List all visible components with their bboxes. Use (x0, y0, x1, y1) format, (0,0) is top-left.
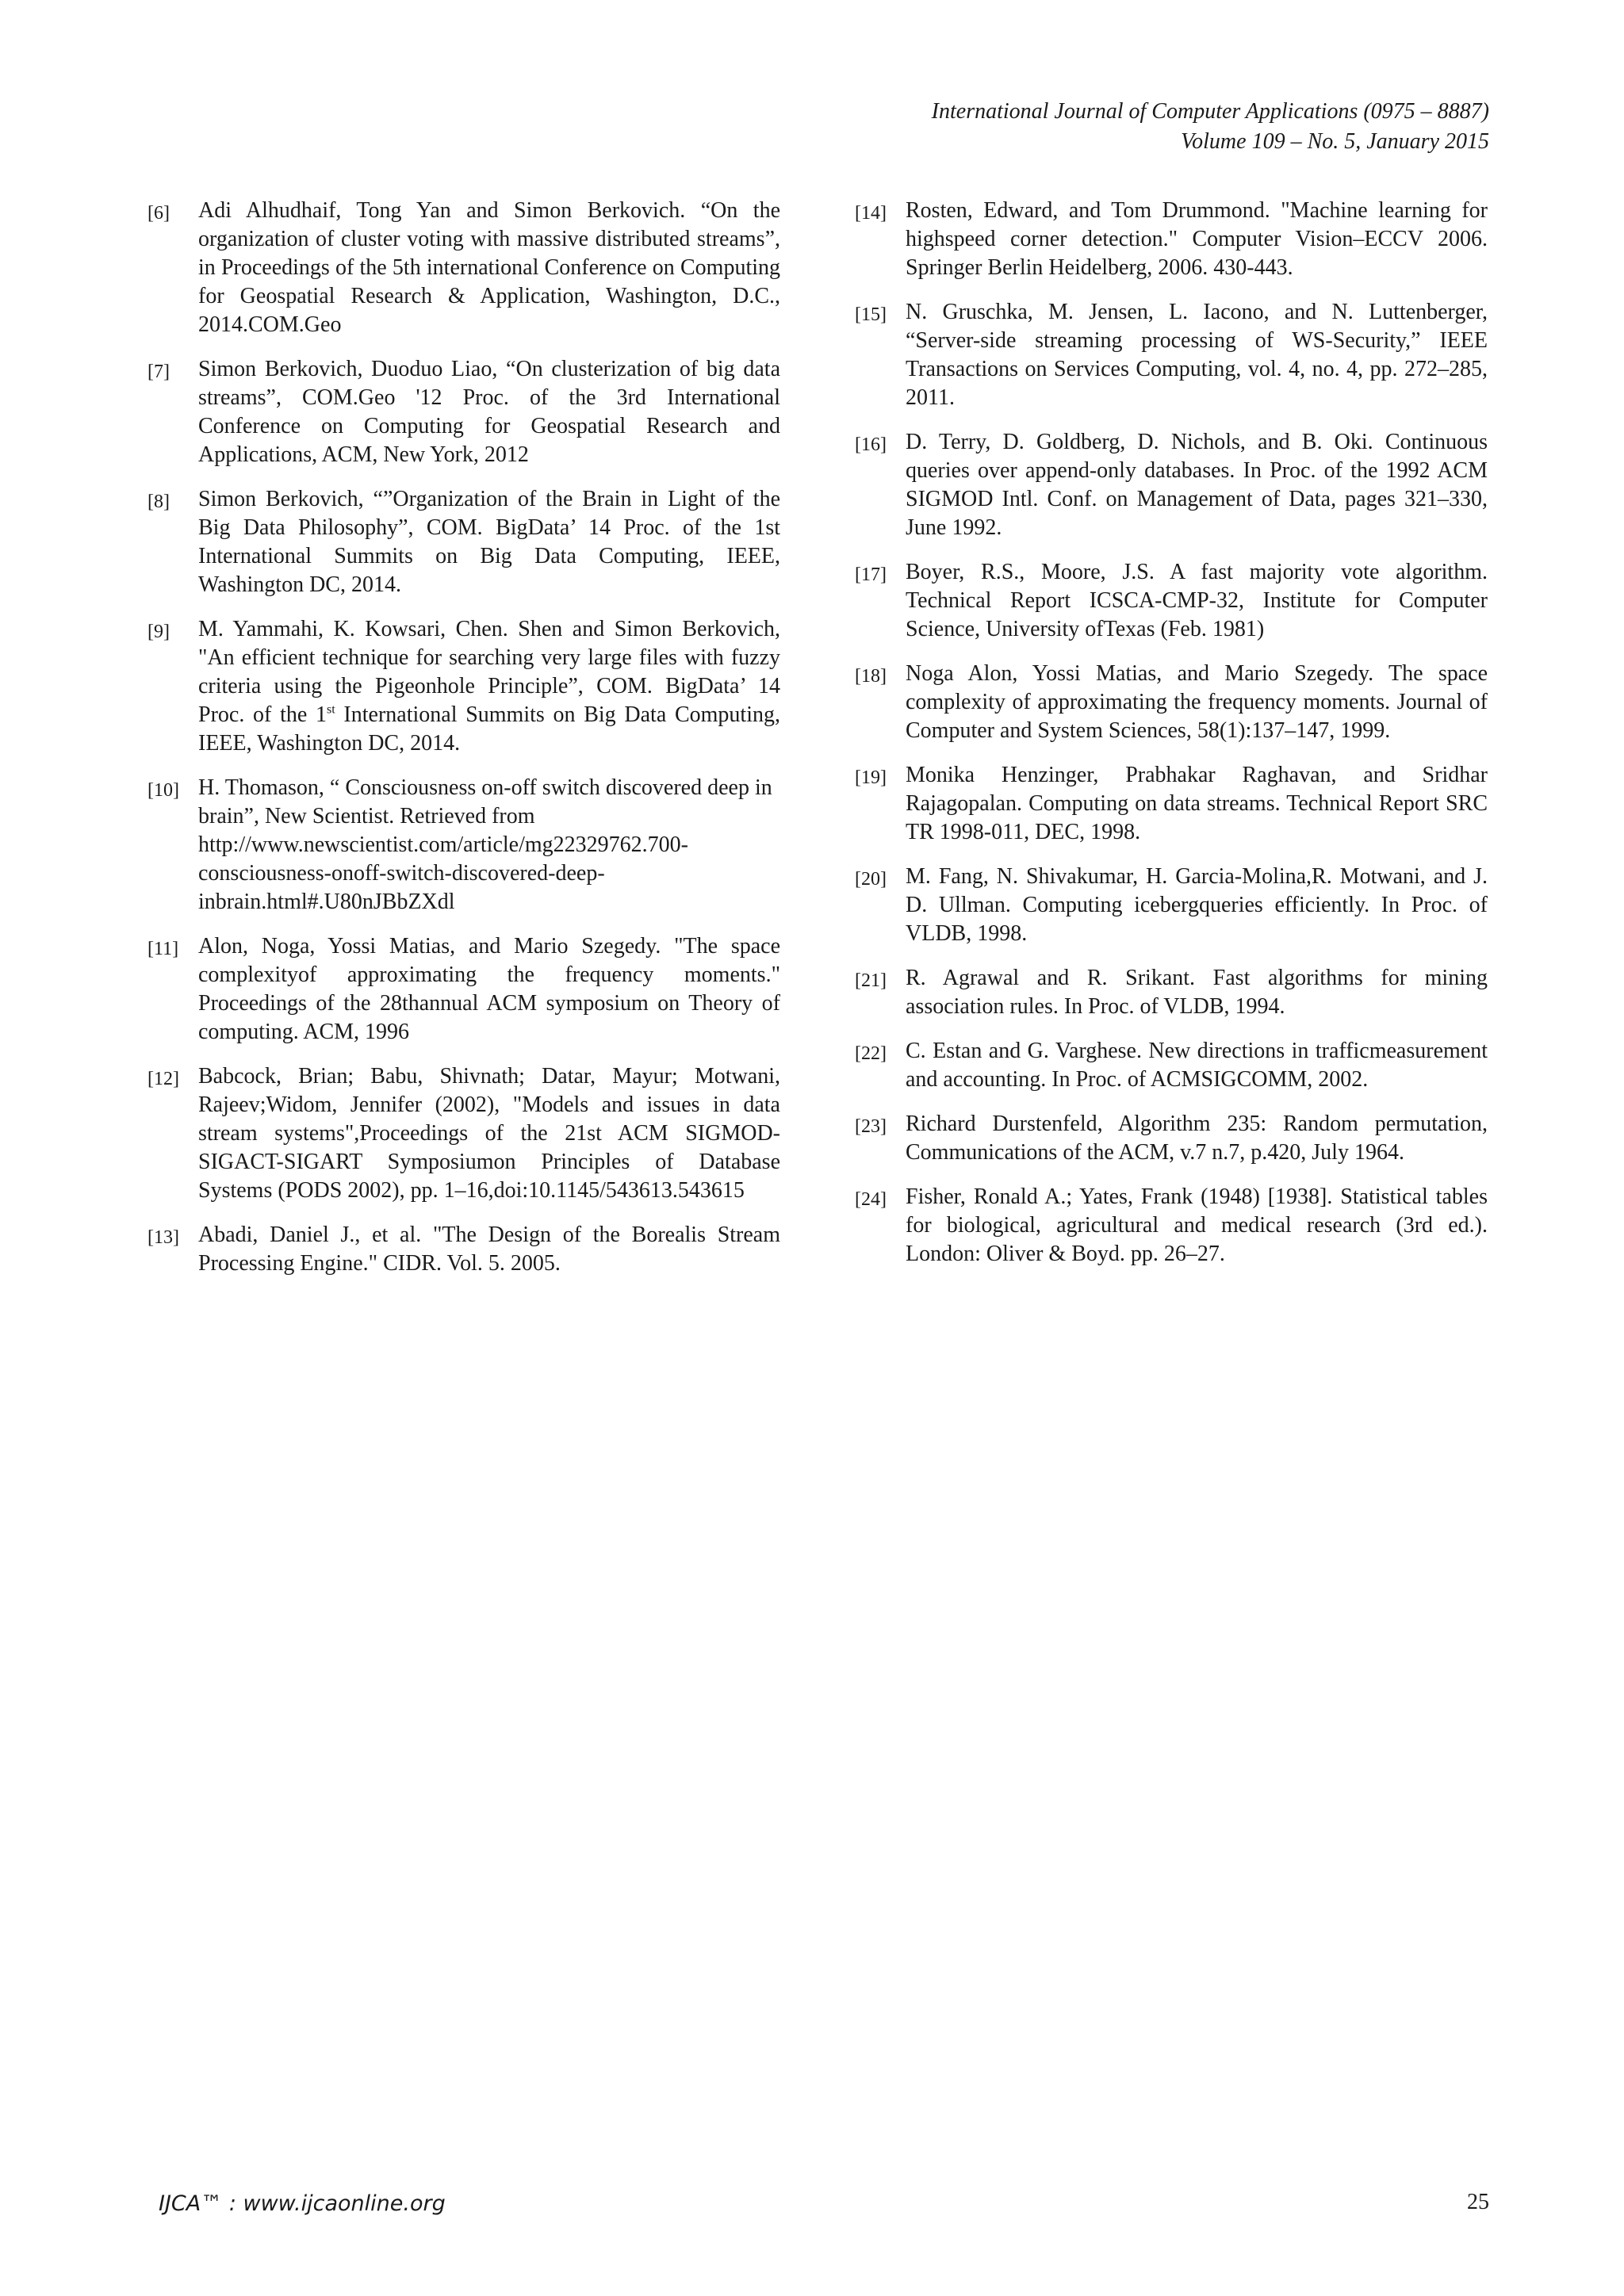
reference-number: [16] (855, 434, 887, 455)
reference-item (147, 774, 780, 916)
reference-text: Fisher, Ronald A.; Yates, Frank (1948) [1938]. Statistical tables for biological, agricultural and medical research (3rd ed.). London: Oliver & Boyd. pp. 26–27. (906, 1184, 1488, 1266)
reference-number: [8] (147, 492, 170, 512)
reference-text: Simon Berkovich, Duoduo Liao, “On clusterization of big data streams”, COM.Geo '12 Proc. of the 3rd International Conference on Computing for Geospatial Research and Applications, ACM, New York, 2012 (198, 357, 780, 467)
page-number: 25 (1467, 2190, 1489, 2214)
reference-text: Noga Alon, Yossi Matias, and Mario Szegedy. The space complexity of approximating the frequency moments. Journal of Computer and System Sciences, 58(1):137–147, 1999. (906, 661, 1488, 743)
reference-text: R. Agrawal and R. Srikant. Fast algorithms for mining association rules. In Proc. of VLDB, 1994. (906, 966, 1488, 1019)
reference-item (147, 1062, 780, 1205)
reference-item (855, 660, 1488, 745)
reference-item (855, 558, 1488, 644)
reference-number: [19] (855, 767, 887, 788)
reference-item (855, 298, 1488, 412)
reference-item (855, 1183, 1488, 1269)
reference-number: [10] (147, 780, 179, 801)
reference-text: Boyer, R.S., Moore, J.S. A fast majority vote algorithm. Technical Report ICSCA-CMP-32, Institute for Computer Science, University ofTexas (Feb. 1981) (906, 560, 1488, 641)
reference-item (147, 1221, 780, 1278)
reference-number: [20] (855, 869, 887, 890)
reference-number: [9] (147, 622, 170, 642)
reference-number: [13] (147, 1227, 179, 1248)
reference-item (147, 485, 780, 599)
reference-item (855, 863, 1488, 948)
reference-number: [22] (855, 1043, 887, 1064)
reference-item (147, 197, 780, 339)
references-left-column (147, 197, 780, 1294)
reference-text: Babcock, Brian; Babu, Shivnath; Datar, Mayur; Motwani, Rajeev;Widom, Jennifer (2002), "Models and issues in data stream systems",Proceedings of the 21st ACM SIGMOD-SIGACT-SIGART Symposiumon Principles of Database Systems (PODS 2002), pp. 1–16,doi:10.1145/543613.543615 (198, 1064, 780, 1203)
reference-text: Simon Berkovich, “”Organization of the Brain in Light of the Big Data Philosophy”, COM. BigData’ 14 Proc. of the 1st International Summits on Big Data Computing, IEEE, Washington DC, 2014. (198, 487, 780, 597)
reference-text: Adi Alhudhaif, Tong Yan and Simon Berkovich. “On the organization of cluster voting with massive distributed streams”, in Proceedings of the 5th international Conference on Computing for Geospatial Research & Application, Washington, D.C., 2014.COM.Geo (198, 198, 780, 337)
reference-text (198, 615, 780, 758)
reference-item (855, 1037, 1488, 1094)
reference-number: [7] (147, 362, 170, 382)
journal-title: International Journal of Computer Applications (0975 – 8887) (931, 99, 1489, 124)
reference-text: M. Fang, N. Shivakumar, H. Garcia-Molina,R. Motwani, and J. D. Ullman. Computing icebergqueries efficiently. In Proc. of VLDB, 1998. (906, 864, 1488, 946)
references-right-column (855, 197, 1488, 1284)
reference-item (855, 964, 1488, 1021)
reference-number: [14] (855, 203, 887, 224)
reference-number: [6] (147, 203, 170, 224)
reference-text: N. Gruschka, M. Jensen, L. Iacono, and N. Luttenberger, “Server-side streaming processing of WS-Security,” IEEE Transactions on Services Computing, vol. 4, no. 4, pp. 272–285, 2011. (906, 300, 1488, 410)
reference-number: [24] (855, 1189, 887, 1210)
reference-item (855, 761, 1488, 847)
reference-number: [15] (855, 304, 887, 325)
reference-item (147, 355, 780, 469)
reference-text: Monika Henzinger, Prabhakar Raghavan, and Sridhar Rajagopalan. Computing on data streams. Technical Report SRC TR 1998-011, DEC, 1998. (906, 763, 1488, 844)
reference-text: Rosten, Edward, and Tom Drummond. "Machine learning for highspeed corner detection." Computer Vision–ECCV 2006. Springer Berlin Heidelberg, 2006. 430-443. (906, 198, 1488, 280)
reference-text: H. Thomason, “ Consciousness on-off switch discovered deep in brain”, New Scientist. Retrieved from http://www.newscientist.com/article/mg22329762.700-consciousness-onoff-switch-discovered-deep-inbrain.html#.U80nJBbZXdl (198, 775, 772, 914)
reference-text-part: International Summits on Big Data Computing, IEEE, Washington DC, 2014. (198, 702, 780, 756)
reference-text: Alon, Noga, Yossi Matias, and Mario Szegedy. "The space complexityof approximating the frequency moments." Proceedings of the 28thannual ACM symposium on Theory of computing. ACM, 1996 (198, 934, 780, 1044)
reference-text: Abadi, Daniel J., et al. "The Design of the Borealis Stream Processing Engine." CIDR. Vol. 5. 2005. (198, 1223, 780, 1276)
reference-text: D. Terry, D. Goldberg, D. Nichols, and B. Oki. Continuous queries over append-only databases. In Proc. of the 1992 ACM SIGMOD Intl. Conf. on Management of Data, pages 321–330, June 1992. (906, 430, 1488, 540)
reference-item (855, 1110, 1488, 1167)
reference-number: [12] (147, 1069, 179, 1089)
reference-text: Richard Durstenfeld, Algorithm 235: Random permutation, Communications of the ACM, v.7 n.7, p.420, July 1964. (906, 1112, 1488, 1165)
reference-item (147, 932, 780, 1047)
reference-item (147, 615, 780, 758)
reference-item (855, 428, 1488, 542)
reference-item (855, 197, 1488, 282)
superscript-ordinal: st (327, 702, 335, 717)
reference-number: [23] (855, 1116, 887, 1137)
reference-number: [11] (147, 939, 179, 959)
reference-text: C. Estan and G. Varghese. New directions in trafficmeasurement and accounting. In Proc. of ACMSIGCOMM, 2002. (906, 1039, 1488, 1092)
reference-number: [18] (855, 666, 887, 687)
footer-site: IJCA™ : www.ijcaonline.org (159, 2191, 446, 2216)
running-header (932, 97, 1489, 157)
volume-info: Volume 109 – No. 5, January 2015 (1181, 129, 1489, 154)
reference-text-part: M. Yammahi, K. Kowsari, Chen. Shen and Simon Berkovich, "An efficient technique for searching very large files with fuzzy criteria using the Pigeonhole Principle”, COM. BigData’ 14 Proc. of the 1 (198, 617, 780, 727)
reference-number: [21] (855, 970, 887, 991)
reference-number: [17] (855, 564, 887, 585)
